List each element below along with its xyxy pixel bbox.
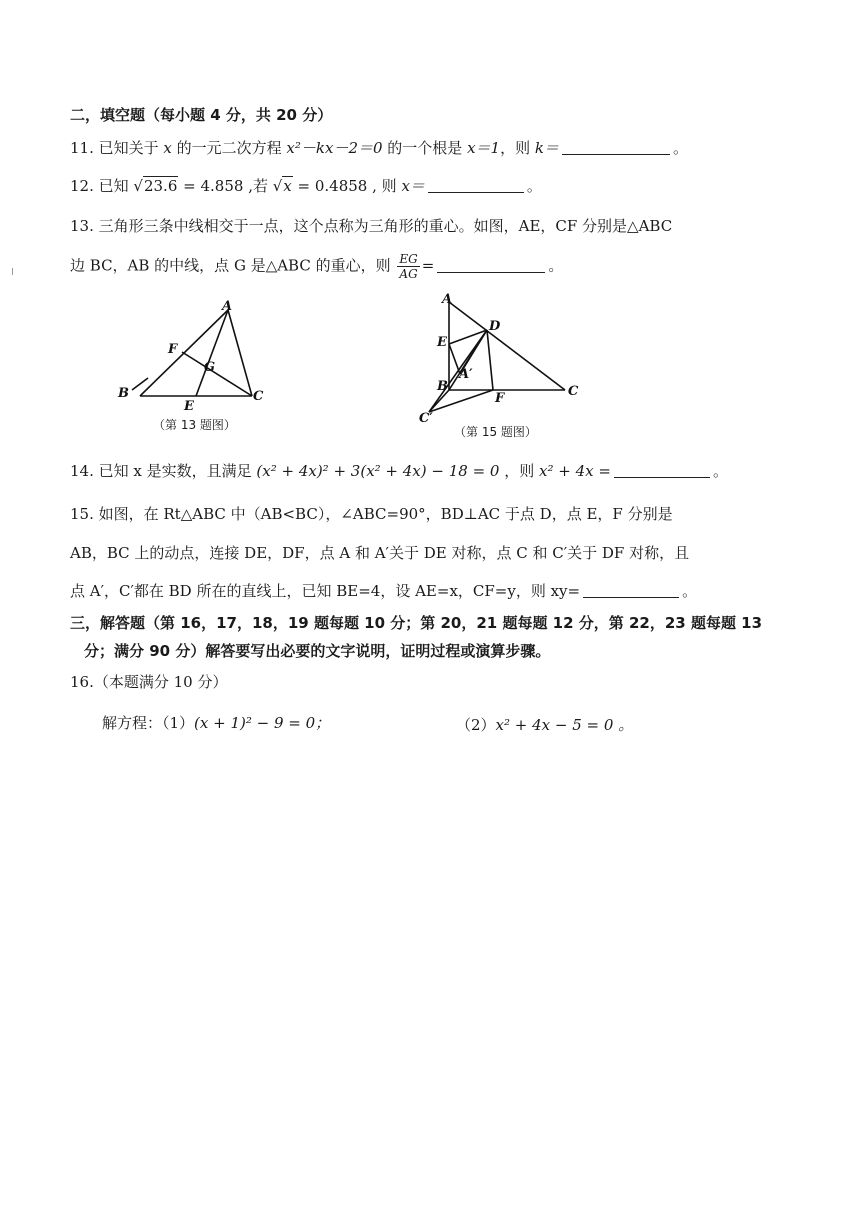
question-15-line-3 <box>70 580 697 601</box>
label-E: E <box>437 335 447 350</box>
q13-eq: = <box>421 256 435 275</box>
q14-text: 14. 已知 x 是实数，且满足 <box>70 462 257 480</box>
answer-blank-11[interactable] <box>562 142 670 155</box>
label-C: C <box>253 389 264 404</box>
q14-text: ，则 <box>499 462 540 480</box>
label-E: E <box>184 399 194 410</box>
figure-13-caption: （第 13 题图） <box>153 418 236 432</box>
q14-end: 。 <box>712 462 728 480</box>
label-D: D <box>489 319 501 334</box>
q12-text: = 0.4858 , 则 <box>292 177 402 195</box>
question-14 <box>70 460 728 481</box>
radicand: 23.6 <box>143 177 178 195</box>
label-A: A <box>442 292 453 307</box>
question-13-line-1: 13. 三角形三条中线相交于一点，这个点称为三角形的重心。如图，AE，CF 分别是△ABC <box>70 217 673 235</box>
q16-part-label: （2） <box>456 716 496 734</box>
question-13-line-2 <box>70 252 563 281</box>
question-15-line-2: AB，BC 上的动点，连接 DE，DF，点 A 和 A′关于 DE 对称，点 C 和 C′关于 DF 对称，且 <box>70 544 690 562</box>
q11-k: k＝ <box>534 139 559 157</box>
question-12 <box>70 175 542 196</box>
sqrt-23-6: √23.6 <box>133 177 178 195</box>
q13-end: 。 <box>548 256 564 275</box>
answer-blank-12[interactable] <box>428 180 524 193</box>
question-16-part-1 <box>102 712 330 733</box>
q11-root: x＝1 <box>467 139 501 157</box>
q14-equation: (x² + 4x)² + 3(x² + 4x) − 18 = 0 <box>256 462 500 480</box>
q12-text: = 4.858 ,若 <box>178 177 273 195</box>
section-3-title: 三，解答题（第 16，17，18，19 题每题 10 分；第 20，21 题每题 12 分，第 22，23 题每题 13 <box>70 614 763 632</box>
q16-equation-2: x² + 4x − 5 = 0 。 <box>495 716 634 734</box>
label-B: B <box>118 386 129 401</box>
label-F: F <box>495 391 505 406</box>
q11-var: x <box>163 139 172 157</box>
q12-x: x＝ <box>401 177 425 195</box>
figure-15 <box>415 290 595 426</box>
label-B: B <box>437 379 448 394</box>
q11-equation: x²－kx－2＝0 <box>286 139 383 157</box>
q13-text: 边 BC，AB 的中线，点 G 是△ABC 的重心，则 <box>70 256 396 275</box>
radicand: x <box>283 177 292 195</box>
q15-end: 。 <box>682 582 698 600</box>
q14-ask: x² + 4x = <box>539 462 611 480</box>
figure-13 <box>110 298 270 410</box>
label-F: F <box>168 342 178 357</box>
q11-text: 11. 已知关于 <box>70 139 164 157</box>
question-15-line-1: 15. 如图，在 Rt△ABC 中（AB<BC），∠ABC=90°，BD⊥AC 于点 D，点 E，F 分别是 <box>70 505 673 523</box>
sqrt-x: √x <box>272 177 292 195</box>
section-3-instructions: 分；满分 90 分）解答要写出必要的文字说明，证明过程或演算步骤。 <box>84 642 551 660</box>
label-C-prime: C′ <box>419 411 433 426</box>
label-A-prime: A′ <box>459 367 473 382</box>
q12-text: 12. 已知 <box>70 177 134 195</box>
q16-equation-1: (x + 1)² − 9 = 0； <box>194 714 331 732</box>
fraction-numerator: EG <box>399 252 418 266</box>
answer-blank-14[interactable] <box>614 465 710 478</box>
section-2-title: 二，填空题（每小题 4 分，共 20 分） <box>70 106 333 124</box>
q15-text: 点 A′，C′都在 BD 所在的直线上，已知 BE=4，设 AE=x，CF=y，则 xy= <box>70 582 581 600</box>
label-C: C <box>568 384 579 399</box>
question-11 <box>70 137 688 158</box>
q11-text: ，则 <box>500 139 535 157</box>
question-16-part-2 <box>456 714 633 735</box>
q12-end: 。 <box>526 177 542 195</box>
q11-end: 。 <box>672 139 688 157</box>
label-A: A <box>222 299 233 314</box>
q16-prompt: 解方程：（1） <box>102 714 195 732</box>
figure-15-caption: （第 15 题图） <box>454 425 537 439</box>
answer-blank-15[interactable] <box>583 585 679 598</box>
q11-text: 的一元二次方程 <box>171 139 287 157</box>
fraction-denominator: AG <box>399 267 418 281</box>
question-16-title: 16.（本题满分 10 分） <box>70 673 228 691</box>
fraction-eg-ag <box>397 252 419 281</box>
scan-mark <box>12 268 13 275</box>
answer-blank-13[interactable] <box>437 260 545 273</box>
q11-text: 的一个根是 <box>382 139 468 157</box>
label-G: G <box>204 360 216 375</box>
